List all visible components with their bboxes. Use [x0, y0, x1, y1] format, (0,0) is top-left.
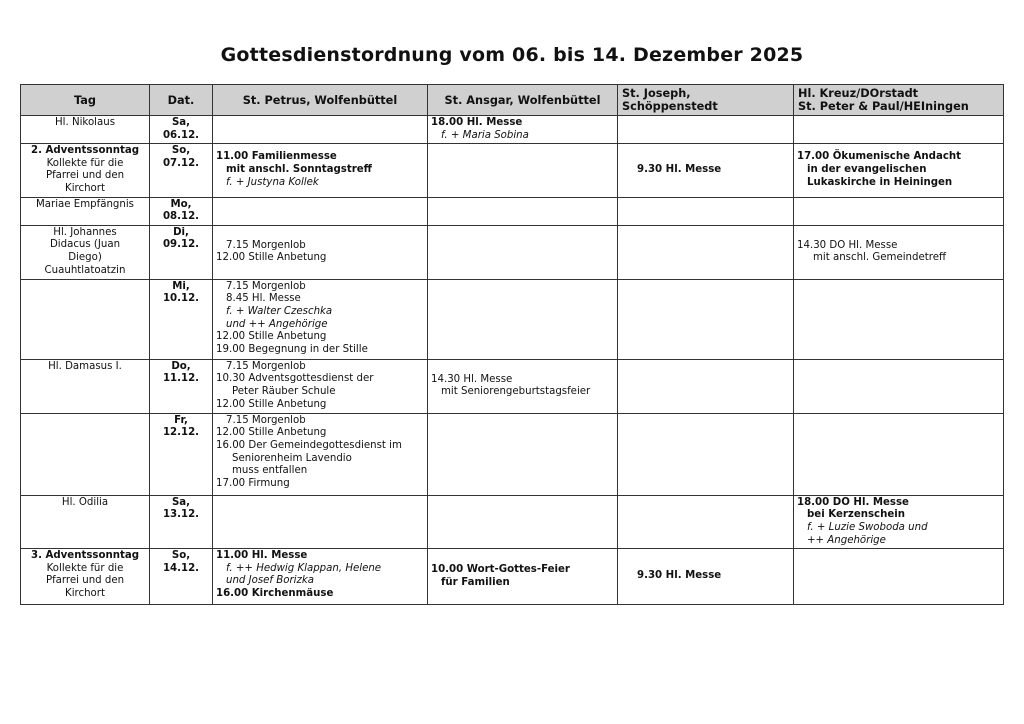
header-joseph: [618, 85, 794, 116]
entry-line: 9.30 Hl. Messe: [637, 570, 722, 582]
entry-line: 12.00 Stille Anbetung: [216, 331, 327, 343]
cell-joseph: [618, 549, 794, 605]
header-kreuz-line: St. Peter & Paul/HEIningen: [798, 100, 969, 113]
header-row: [21, 85, 1004, 116]
cell-ansgar: [428, 279, 618, 359]
date-line: 08.12.: [162, 211, 200, 223]
cell-tag: [21, 225, 150, 279]
date-line: Fr,: [174, 414, 188, 426]
entry-line: muss entfallen: [232, 465, 308, 477]
date-line: 12.12.: [162, 427, 200, 439]
cell-ansgar: [428, 197, 618, 225]
table-row: [21, 144, 1004, 197]
cell-petrus: [213, 359, 428, 413]
tag-line: Didacus (Juan: [49, 239, 121, 251]
entry-line: Seniorenheim Lavendio: [232, 452, 352, 464]
cell-ansgar: [428, 225, 618, 279]
cell-date: [150, 359, 213, 413]
tag-line: Kollekte für die: [46, 157, 124, 169]
cell-joseph: [618, 413, 794, 495]
cell-date: [150, 144, 213, 197]
date-line: 06.12.: [162, 129, 200, 141]
entry-line: 10.00 Wort-Gottes-Feier: [431, 564, 570, 576]
table-row: [21, 495, 1004, 548]
entry-line: f. + Luzie Swoboda und: [807, 521, 928, 533]
tag-line: Kirchort: [65, 587, 105, 599]
entry-line: und ++ Angehörige: [226, 318, 328, 330]
entry-line: 12.00 Stille Anbetung: [216, 398, 327, 410]
cell-joseph: [618, 279, 794, 359]
cell-kreuz: [794, 413, 1004, 495]
cell-joseph: [618, 116, 794, 144]
entry-line: 16.00 Kirchenmäuse: [216, 587, 334, 599]
header-joseph-line: Schöppenstedt: [622, 100, 718, 113]
cell-ansgar: [428, 549, 618, 605]
entry-line: 12.00 Stille Anbetung: [216, 427, 327, 439]
page-title: Gottesdienstordnung vom 06. bis 14. Dezember 2025: [220, 44, 804, 66]
cell-joseph: [618, 197, 794, 225]
table-row: [21, 413, 1004, 495]
cell-kreuz: [794, 549, 1004, 605]
entry-line: mit anschl. Gemeindetreff: [813, 252, 946, 264]
table-row: [21, 116, 1004, 144]
cell-joseph: [618, 144, 794, 197]
date-line: 11.12.: [162, 373, 200, 385]
cell-tag: [21, 144, 150, 197]
cell-tag: [21, 413, 150, 495]
table-row: [21, 225, 1004, 279]
date-line: Sa,: [171, 117, 191, 128]
header-kreuz: [794, 85, 1004, 116]
entry-line: mit Seniorengeburtstagsfeier: [441, 386, 591, 398]
cell-date: [150, 116, 213, 144]
cell-petrus: [213, 225, 428, 279]
tag-line: Kirchort: [65, 182, 105, 194]
header-petrus: St. Petrus, Wolfenbüttel: [213, 85, 428, 116]
entry-line: 16.00 Der Gemeindegottesdienst im: [216, 439, 402, 451]
cell-petrus: [213, 279, 428, 359]
cell-kreuz: [794, 279, 1004, 359]
entry-line: 11.00 Familienmesse: [216, 151, 337, 163]
header-dat: Dat.: [150, 85, 213, 116]
entry-line: 11.00 Hl. Messe: [216, 550, 308, 562]
cell-ansgar: [428, 116, 618, 144]
cell-ansgar: [428, 495, 618, 548]
entry-line: 7.15 Morgenlob: [226, 280, 306, 292]
date-line: So,: [171, 550, 191, 562]
tag-line: Hl. Odilia: [61, 496, 109, 508]
tag-line: Hl. Johannes: [53, 226, 117, 238]
entry-line: mit anschl. Sonntagstreff: [226, 164, 372, 176]
entry-line: Peter Räuber Schule: [232, 385, 336, 397]
cell-date: [150, 549, 213, 605]
entry-line: in der evangelischen: [807, 164, 927, 176]
cell-kreuz: [794, 359, 1004, 413]
date-line: 09.12.: [162, 239, 200, 251]
entry-line: 7.15 Morgenlob: [226, 239, 306, 251]
entry-line: 12.00 Stille Anbetung: [216, 252, 327, 264]
cell-kreuz: [794, 225, 1004, 279]
cell-joseph: [618, 225, 794, 279]
date-line: 10.12.: [162, 293, 200, 305]
entry-line: 14.30 Hl. Messe: [431, 373, 513, 385]
date-line: 14.12.: [162, 562, 200, 574]
entry-line: für Familien: [441, 576, 510, 588]
header-joseph-line: St. Joseph,: [622, 87, 691, 100]
tag-line: Diego): [68, 251, 102, 263]
entry-line: bei Kerzenschein: [807, 509, 905, 521]
tag-line: Pfarrei und den: [45, 170, 125, 182]
cell-tag: [21, 495, 150, 548]
tag-line: Pfarrei und den: [45, 575, 125, 587]
entry-line: 17.00 Ökumenische Andacht: [797, 151, 962, 163]
cell-kreuz: [794, 495, 1004, 548]
cell-date: [150, 413, 213, 495]
table-row: [21, 359, 1004, 413]
date-line: So,: [171, 145, 191, 157]
entry-line: 10.30 Adventsgottesdienst der: [216, 373, 374, 385]
date-line: 13.12.: [162, 509, 200, 521]
table-row: [21, 279, 1004, 359]
entry-line: 9.30 Hl. Messe: [637, 164, 722, 176]
date-line: Mo,: [170, 198, 192, 210]
entry-line: f. ++ Hedwig Klappan, Helene: [226, 562, 382, 574]
cell-date: [150, 225, 213, 279]
schedule-table: [20, 84, 1004, 605]
cell-ansgar: [428, 413, 618, 495]
date-line: Do,: [171, 360, 191, 372]
header-tag: Tag: [21, 85, 150, 116]
entry-line: 17.00 Firmung: [216, 477, 290, 489]
entry-line: 18.00 DO Hl. Messe: [797, 496, 909, 508]
entry-line: ++ Angehörige: [807, 534, 886, 546]
cell-joseph: [618, 495, 794, 548]
tag-line: 2. Adventssonntag: [30, 145, 140, 157]
cell-date: [150, 279, 213, 359]
tag-line: Hl. Damasus I.: [48, 360, 122, 372]
tag-line: Hl. Nikolaus: [54, 117, 116, 128]
entry-line: 19.00 Begegnung in der Stille: [216, 343, 368, 355]
cell-tag: [21, 279, 150, 359]
entry-line: 7.15 Morgenlob: [226, 414, 306, 426]
cell-kreuz: [794, 197, 1004, 225]
cell-tag: [21, 197, 150, 225]
cell-petrus: [213, 144, 428, 197]
entry-line: f. + Maria Sobina: [441, 129, 529, 141]
cell-ansgar: [428, 359, 618, 413]
entry-line: Lukaskirche in Heiningen: [807, 176, 953, 188]
entry-line: f. + Walter Czeschka: [226, 305, 333, 317]
entry-line: 18.00 Hl. Messe: [431, 117, 523, 128]
table-row: [21, 197, 1004, 225]
entry-line: und Josef Borizka: [226, 575, 314, 587]
cell-petrus: [213, 549, 428, 605]
tag-line: Mariae Empfängnis: [36, 198, 134, 210]
header-kreuz-line: Hl. Kreuz/DOrstadt: [798, 87, 919, 100]
tag-line: Kollekte für die: [46, 562, 124, 574]
cell-tag: [21, 116, 150, 144]
cell-tag: [21, 549, 150, 605]
table-row: [21, 549, 1004, 605]
cell-date: [150, 495, 213, 548]
tag-line: 3. Adventssonntag: [30, 550, 140, 562]
date-line: Sa,: [171, 496, 191, 508]
cell-petrus: [213, 495, 428, 548]
date-line: Di,: [173, 226, 189, 238]
cell-joseph: [618, 359, 794, 413]
cell-tag: [21, 359, 150, 413]
tag-line: Cuauhtlatoatzin: [44, 264, 126, 276]
header-ansgar: St. Ansgar, Wolfenbüttel: [428, 85, 618, 116]
schedule-body: [21, 116, 1004, 605]
entry-line: 8.45 Hl. Messe: [226, 293, 301, 305]
cell-ansgar: [428, 144, 618, 197]
cell-petrus: [213, 197, 428, 225]
cell-date: [150, 197, 213, 225]
entry-line: 7.15 Morgenlob: [226, 360, 306, 372]
entry-line: 14.30 DO Hl. Messe: [797, 239, 898, 251]
cell-kreuz: [794, 144, 1004, 197]
cell-petrus: [213, 116, 428, 144]
entry-line: f. + Justyna Kollek: [226, 176, 319, 188]
cell-petrus: [213, 413, 428, 495]
date-line: Mi,: [172, 280, 190, 292]
cell-kreuz: [794, 116, 1004, 144]
date-line: 07.12.: [162, 157, 200, 169]
